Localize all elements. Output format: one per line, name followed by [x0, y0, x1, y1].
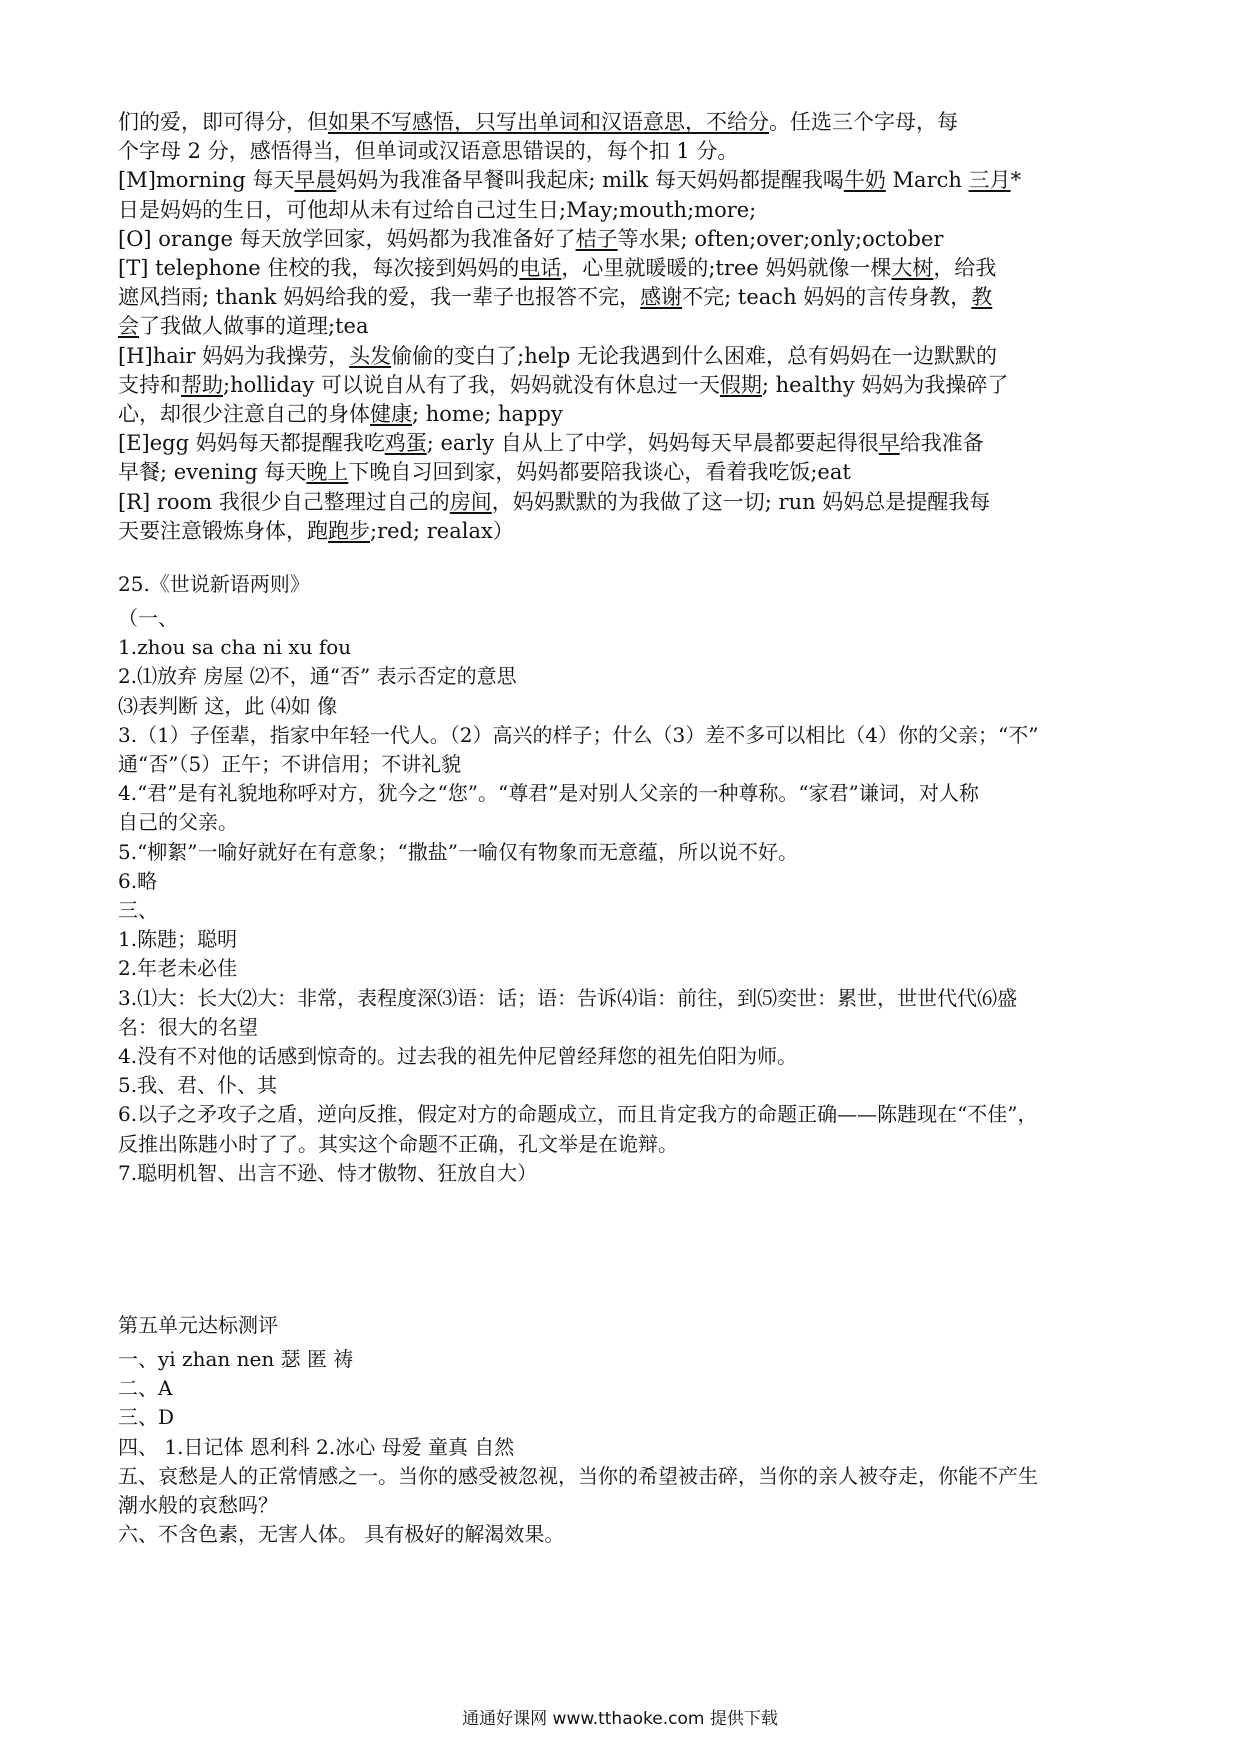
text-segment: 。任选三个字母，每: [769, 110, 958, 134]
text-segment: [O] orange 每天放学回家，妈妈都为我准备好了: [118, 226, 576, 251]
underlined-answer: 假期: [719, 372, 762, 397]
underlined-answer: 头发: [349, 343, 392, 368]
text-line: [118, 340, 1128, 372]
answer-line: （一、: [118, 606, 178, 630]
answer-line: 3.（1）子侄辈，指家中年轻一代人。（2）高兴的样子；什么（3）差不多可以相比（4）你的父亲；“不”: [118, 722, 1039, 747]
answer-line: 2.⑴放弃 房屋 ⑵不，通“否” 表示否定的意思: [118, 664, 517, 689]
page-footer: 通通好课网 www.tthaoke.com 提供下载: [462, 1709, 778, 1729]
text-segment: 不完; teach 妈妈的言传身教，: [682, 285, 972, 310]
text-segment: 遮风挡雨; thank 妈妈给我的爱，我一辈子也报答不完，: [118, 285, 641, 310]
answer-line: 潮水般的哀愁吗？: [118, 1493, 278, 1517]
text-segment: [H]hair 妈妈为我操劳，: [118, 343, 350, 368]
text-segment: 早餐; evening 每天: [118, 460, 307, 485]
text-segment: [T] telephone 住校的我，每次接到妈妈的: [118, 256, 520, 280]
text-segment: ，妈妈默默的为我做了这一切; run 妈妈总是提醒我每: [491, 489, 991, 514]
text-segment: *: [1010, 168, 1022, 193]
underlined-answer: 鸡蛋: [384, 431, 427, 456]
underlined-answer: 会: [118, 314, 139, 339]
answer-line: 通“否”（5）正午；不讲信用；不讲礼貌: [118, 752, 462, 776]
underlined-answer: 电话: [519, 256, 562, 280]
text-line: [118, 456, 1128, 488]
section-heading: 第五单元达标测评: [118, 1313, 278, 1337]
answer-line: 5.我、君、仆、其: [118, 1073, 278, 1098]
answer-line: 2.年老未必佳: [118, 956, 238, 981]
text-segment: 支持和: [118, 372, 181, 397]
text-line: [118, 223, 1128, 255]
text-segment: [E]egg 妈妈每天都提醒我吃: [118, 431, 385, 456]
answer-line: 反推出陈韪小时了了。其实这个命题不正确，孔文举是在诡辩。: [118, 1131, 678, 1156]
text-segment: ; home; happy: [412, 402, 563, 426]
text-line: [118, 135, 1128, 167]
text-line: [118, 310, 1128, 342]
underlined-answer: 早晨: [294, 168, 337, 193]
text-line: [118, 252, 1128, 284]
underlined-answer: 房间: [449, 489, 492, 514]
answer-line: 1.zhou sa cha ni xu fou: [118, 635, 352, 660]
text-segment: ，给我: [933, 256, 997, 280]
text-line: [118, 427, 1128, 459]
answer-line: 6.略: [118, 868, 158, 893]
text-segment: ; early 自从上了中学，妈妈每天早晨都要起得很: [426, 431, 879, 456]
text-segment: [M]morning 每天: [118, 168, 295, 193]
text-segment: ; healthy 妈妈为我操碎了: [761, 372, 1009, 397]
text-line: [118, 194, 1128, 226]
answer-line: 名：很大的名望: [118, 1014, 258, 1039]
text-segment: 偷偷的变白了;help 无论我遇到什么困难，总有妈妈在一边默默的: [391, 343, 998, 368]
text-segment: 等水果; often;over;only;october: [617, 226, 944, 251]
text-line: [118, 281, 1128, 313]
underlined-answer: 晚上: [306, 460, 349, 485]
text-segment: ，心里就暖暖的;tree 妈妈就像一棵: [561, 256, 892, 280]
text-segment: 日是妈妈的生日，可他却从未有过给自己过生日;May;mouth;more;: [118, 197, 757, 222]
underlined-answer: 桔子: [575, 226, 618, 251]
text-line: [118, 164, 1128, 196]
answer-line: 6.以子之矛攻子之盾，逆向反推，假定对方的命题成立，而且肯定我方的命题正确——陈韪现在“不佳”，: [118, 1102, 1038, 1127]
answer-line: 5.“柳絮”一喻好就好在有意象；“撒盐”一喻仅有物象而无意蕴，所以说不好。: [118, 839, 798, 864]
answer-line: 3.⑴大：长大⑵大：非常，表程度深⑶语：话；语：告诉⑷诣：前往，到⑸奕世：累世，世世代代⑹盛: [118, 985, 1018, 1010]
answer-line: 7.聪明机智、出言不逊、恃才傲物、狂放自大）: [118, 1160, 538, 1185]
text-segment: 妈妈为我准备早餐叫我起床; milk 每天妈妈都提醒我喝: [336, 168, 844, 193]
answer-line: 三、: [118, 898, 158, 922]
answer-line: 三、D: [118, 1405, 175, 1430]
underlined-answer: 大树: [891, 256, 934, 280]
text-line: [118, 515, 1128, 547]
underlined-answer: 感谢: [640, 285, 683, 310]
text-line: [118, 106, 1128, 138]
text-segment: [R] room 我很少自己整理过自己的: [118, 489, 450, 514]
underlined-answer: 早: [878, 431, 900, 456]
answer-line: 六、不含色素，无害人体。 具有极好的解渴效果。: [118, 1522, 565, 1547]
text-segment: 个字母 2 分，感悟得当，但单词或汉语意思错误的，每个扣 1 分。: [118, 139, 739, 164]
text-segment: 天要注意锻炼身体，跑: [118, 518, 328, 543]
answer-line: 4.“君”是有礼貌地称呼对方，犹今之“您”。“尊君”是对别人父亲的一种尊称。“家君”谦词，对人称: [118, 781, 979, 806]
answer-line: ⑶表判断 这，此 ⑷如 像: [118, 693, 338, 718]
text-segment: March: [885, 168, 969, 193]
answer-line: 四、 1.日记体 恩利科 2.冰心 母爱 童真 自然: [118, 1434, 515, 1459]
section-heading: 25.《世说新语两则》: [118, 572, 310, 596]
answer-line: 二、A: [118, 1376, 173, 1401]
text-line: [118, 486, 1128, 518]
text-line: [118, 398, 1128, 430]
text-segment: 心，却很少注意自己的身体: [118, 402, 370, 426]
answer-line: 自己的父亲。: [118, 810, 238, 835]
underlined-answer: 三月: [968, 168, 1011, 193]
text-line: [118, 369, 1128, 401]
underlined-answer: 牛奶: [843, 168, 886, 193]
answer-line: 1.陈韪；聪明: [118, 927, 238, 952]
underlined-answer: 帮助: [181, 372, 223, 397]
text-segment: ;red; realax）: [370, 518, 514, 543]
text-segment: 了我做人做事的道理;tea: [139, 314, 369, 339]
text-segment: 们的爱，即可得分，但: [118, 110, 328, 134]
text-segment: 给我准备: [899, 431, 984, 456]
text-segment: 下晚自习回到家，妈妈都要陪我谈心，看着我吃饭;eat: [348, 460, 851, 485]
underlined-answer: 健康: [370, 402, 412, 426]
answer-line: 一、yi zhan nen 瑟 匿 祷: [118, 1347, 354, 1371]
text-segment: ;holliday 可以说自从有了我，妈妈就没有休息过一天: [223, 372, 720, 397]
answer-line: 4.没有不对他的话感到惊奇的。过去我的祖先仲尼曾经拜您的祖先伯阳为师。: [118, 1044, 798, 1068]
underlined-answer: 如果不写感悟，只写出单词和汉语意思，不给分: [328, 110, 769, 134]
underlined-answer: 跑步: [328, 518, 370, 543]
underlined-answer: 教: [971, 285, 993, 310]
answer-line: 五、哀愁是人的正常情感之一。当你的感受被忽视，当你的希望被击碎，当你的亲人被夺走，你能不产生: [118, 1463, 1038, 1488]
